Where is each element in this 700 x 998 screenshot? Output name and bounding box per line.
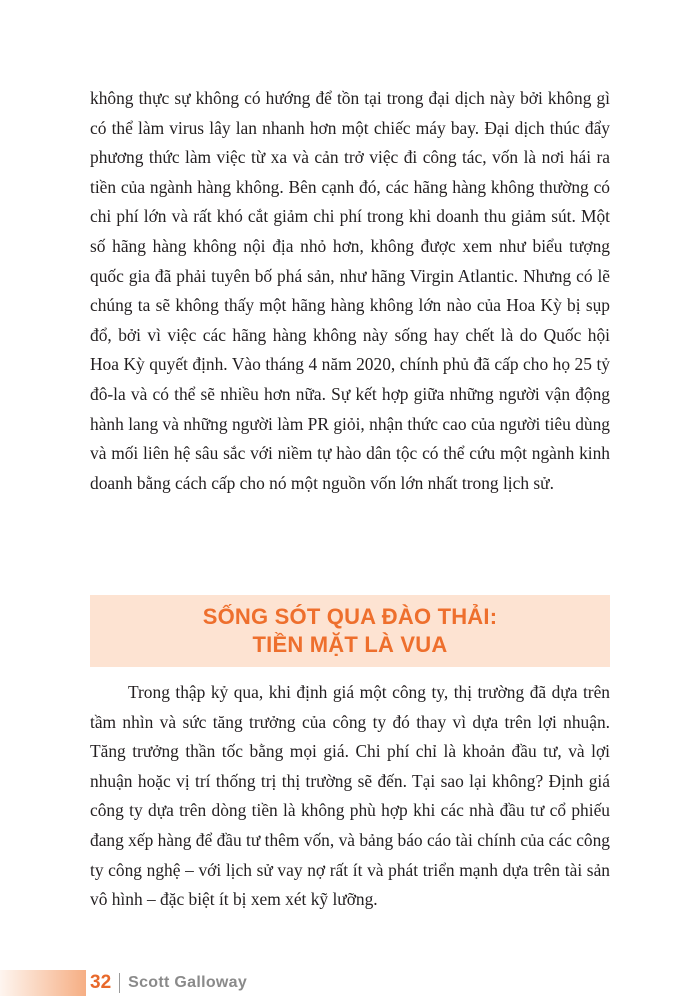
page-number: 32 — [90, 972, 112, 993]
footer-gradient-bar — [0, 970, 86, 996]
body-paragraph-1: không thực sự không có hướng để tồn tại trong đại dịch này bởi không gì có thể làm virus lây lan nhanh hơn một chiếc máy bay. Đại dịch thúc đẩy phương thức làm việc từ xa và cản trở việc đi công tác, vốn là nơi hái ra tiền của ngành hàng không. Bên cạnh đó, các hãng hàng không thường có chi phí lớn và rất khó cắt giảm chi phí trong khi doanh thu giảm sút. Một số hãng hàng không nội địa nhỏ hơn, không được xem như biểu tượng quốc gia đã phải tuyên bố phá sản, như hãng Virgin Atlantic. Nhưng có lẽ chúng ta sẽ không thấy một hãng hàng không lớn nào của Hoa Kỳ bị sụp đổ, bởi vì việc các hãng hàng không này sống hay chết là do Quốc hội Hoa Kỳ quyết định. Vào tháng 4 năm 2020, chính phủ đã cấp cho họ 25 tỷ đô-la và có thể sẽ nhiều hơn nữa. Sự kết hợp giữa những người vận động hành lang và những người làm PR giỏi, nhận thức cao của người tiêu dùng và mối liên hệ sâu sắc với niềm tự hào dân tộc có thể cứu một ngành kinh doanh bằng cách cấp cho nó một nguồn vốn lớn nhất trong lịch sử. — [90, 88, 610, 493]
body-paragraph-2: Trong thập kỷ qua, khi định giá một công ty, thị trường đã dựa trên tầm nhìn và sức tăng trưởng của công ty đó thay vì dựa trên lợi nhuận. Tăng trưởng thần tốc bằng mọi giá. Chi phí chỉ là khoản đầu tư, và lợi nhuận hoặc vị trí thống trị thị trường sẽ đến. Tại sao lại không? Định giá công ty dựa trên dòng tiền là không phù hợp khi các nhà đầu tư cổ phiếu đang xếp hàng để đầu tư thêm vốn, và bảng báo cáo tài chính của các công ty công nghệ – với lịch sử vay nợ rất ít và phát triển mạnh dựa trên tài sản vô hình – đặc biệt ít bị xem xét kỹ lưỡng. — [90, 682, 610, 910]
footer-divider — [119, 973, 120, 993]
section-heading-line-2: TIỀN MẶT LÀ VUA — [252, 632, 448, 657]
section-heading-banner — [90, 595, 610, 667]
page-footer — [90, 968, 247, 998]
section-heading-line-1: SỐNG SÓT QUA ĐÀO THẢI: — [202, 604, 498, 629]
footer-author: Scott Galloway — [128, 974, 248, 991]
